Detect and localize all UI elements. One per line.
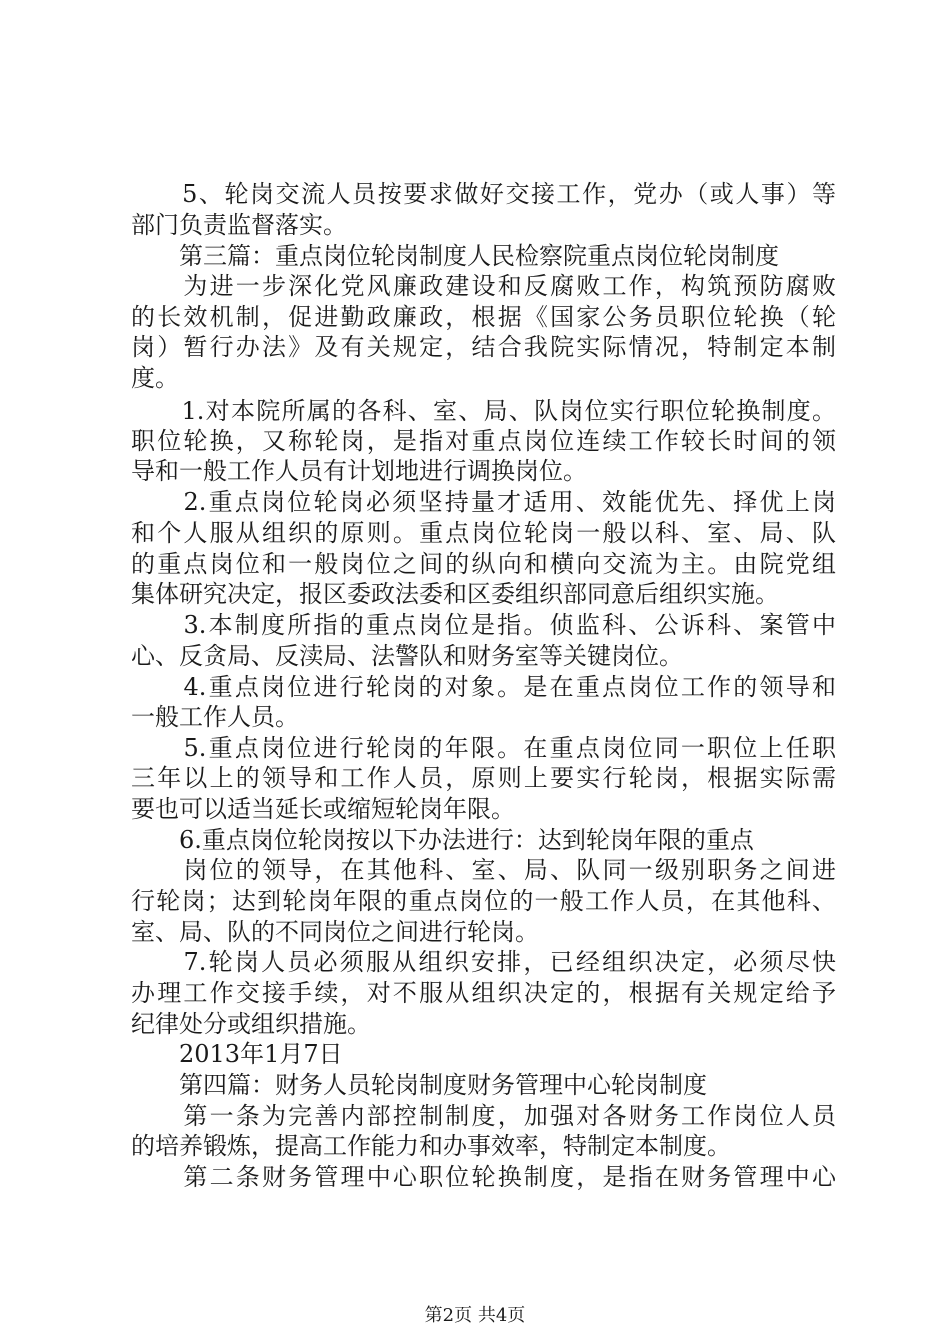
text-line: 办理工作交接手续，对不服从组织决定的，根据有关规定给予 bbox=[131, 979, 836, 1007]
text-line: 第一条为完善内部控制制度，加强对各财务工作岗位人员 bbox=[131, 1102, 836, 1130]
text-line: 的长效机制，促进勤政廉政，根据《国家公务员职位轮换（轮 bbox=[131, 303, 836, 331]
text-line: 第二条财务管理中心职位轮换制度，是指在财务管理中心 bbox=[131, 1163, 836, 1191]
text-line: 岗）暂行办法》及有关规定，结合我院实际情况，特制定本制 bbox=[131, 333, 836, 361]
text-line: 心、反贪局、反渎局、法警队和财务室等关键岗位。 bbox=[131, 642, 683, 670]
text-line: 集体研究决定，报区委政法委和区委组织部同意后组织实施。 bbox=[131, 580, 779, 608]
text-line: 5.重点岗位进行轮岗的年限。在重点岗位同一职位上任职 bbox=[131, 734, 836, 762]
text-line: 纪律处分或组织措施。 bbox=[131, 1010, 371, 1038]
text-line: 行轮岗；达到轮岗年限的重点岗位的一般工作人员，在其他科、 bbox=[131, 887, 836, 915]
text-line: 7.轮岗人员必须服从组织安排，已经组织决定，必须尽快 bbox=[131, 948, 836, 976]
text-line: 室、局、队的不同岗位之间进行轮岗。 bbox=[131, 918, 539, 946]
text-line: 度。 bbox=[131, 364, 179, 392]
text-line: 三年以上的领导和工作人员，原则上要实行轮岗，根据实际需 bbox=[131, 764, 836, 792]
text-line: 3.本制度所指的重点岗位是指。侦监科、公诉科、案管中 bbox=[131, 611, 836, 639]
text-line: 要也可以适当延长或缩短轮岗年限。 bbox=[131, 795, 515, 823]
text-line: 岗位的领导，在其他科、室、局、队同一级别职务之间进 bbox=[131, 856, 836, 884]
text-line: 和个人服从组织的原则。重点岗位轮岗一般以科、室、局、队 bbox=[131, 519, 836, 547]
date-line: 2013年1月7日 bbox=[131, 1040, 343, 1068]
text-line: 5、轮岗交流人员按要求做好交接工作，党办（或人事）等 bbox=[131, 180, 836, 208]
text-line: 4.重点岗位进行轮岗的对象。是在重点岗位工作的领导和 bbox=[131, 673, 836, 701]
text-line: 的重点岗位和一般岗位之间的纵向和横向交流为主。由院党组 bbox=[131, 550, 836, 578]
text-line: 职位轮换，又称轮岗，是指对重点岗位连续工作较长时间的领 bbox=[131, 427, 836, 455]
text-line: 部门负责监督落实。 bbox=[131, 211, 347, 239]
text-line: 2.重点岗位轮岗必须坚持量才适用、效能优先、择优上岗 bbox=[131, 488, 836, 516]
page-number-footer: 第2页 共4页 bbox=[424, 1305, 526, 1326]
section-heading: 第四篇：财务人员轮岗制度财务管理中心轮岗制度 bbox=[131, 1071, 707, 1099]
text-line: 为进一步深化党风廉政建设和反腐败工作，构筑预防腐败 bbox=[131, 272, 836, 300]
section-heading: 第三篇：重点岗位轮岗制度人民检察院重点岗位轮岗制度 bbox=[131, 242, 779, 270]
text-line: 的培养锻炼，提高工作能力和办事效率，特制定本制度。 bbox=[131, 1132, 731, 1160]
text-line: 一般工作人员。 bbox=[131, 703, 299, 731]
text-line: 6.重点岗位轮岗按以下办法进行：达到轮岗年限的重点 bbox=[131, 826, 754, 854]
text-line: 导和一般工作人员有计划地进行调换岗位。 bbox=[131, 457, 587, 485]
text-line: 1.对本院所属的各科、室、局、队岗位实行职位轮换制度。 bbox=[131, 397, 836, 425]
